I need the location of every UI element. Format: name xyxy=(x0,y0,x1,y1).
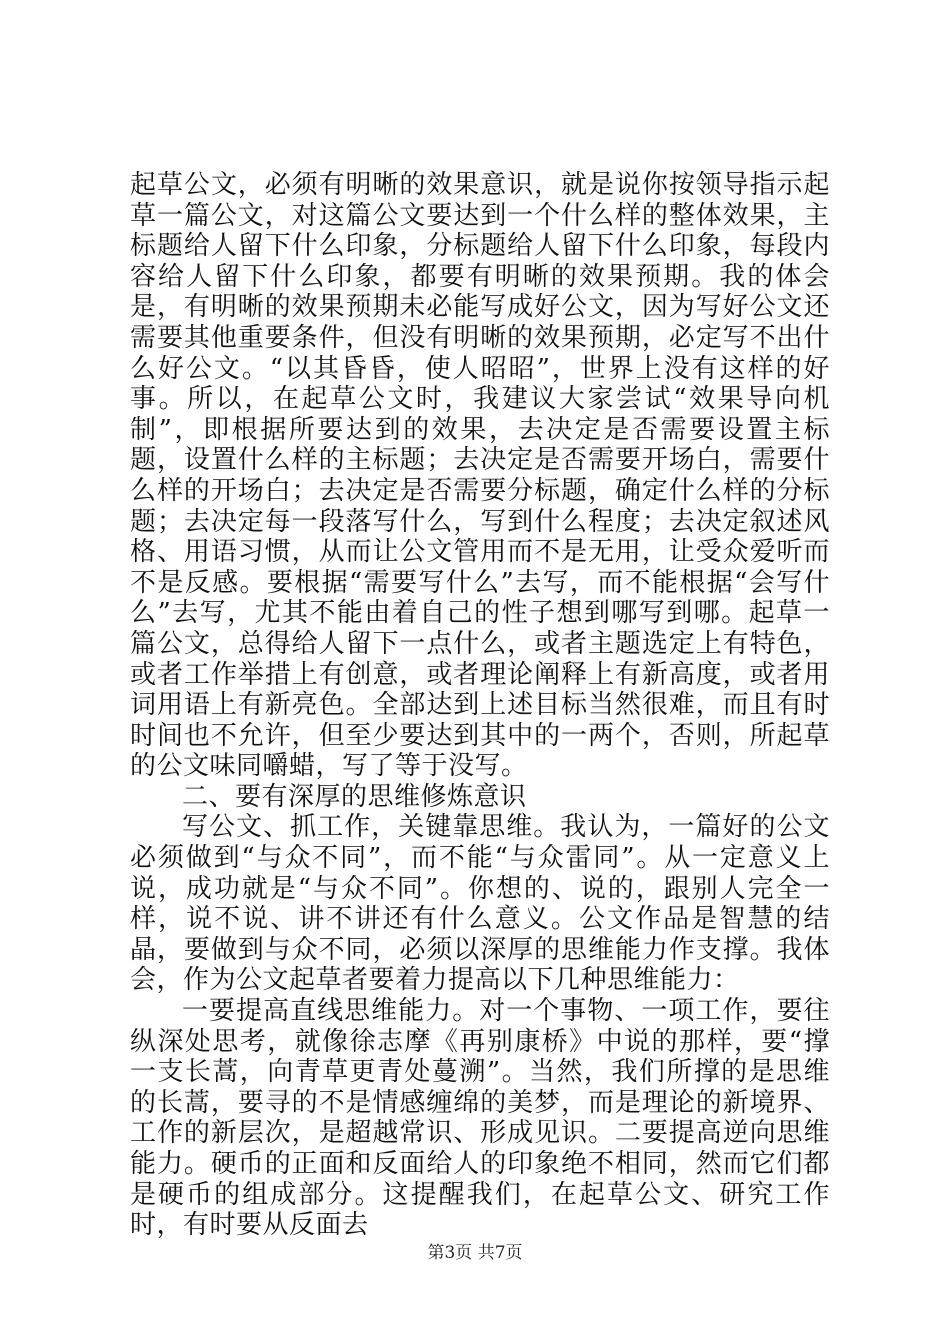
paragraph-thinking-abilities: 一要提高直线思维能力。对一个事物、一项工作，要往纵深处思考，就像徐志摩《再别康桥》中说的那样，要“撑一支长蒿，向青草更青处蔓溯”。当然，我们所撑的是思维的长蒿，要寻的不是情感缠绵的美梦，而是理论的新境界、工作的新层次，是超越常识、形成见识。二要提高逆向思维能力。硬币的正面和反面给人的印象绝不相同，然而它们都是硬币的组成部分。这提醒我们，在起草公文、研究工作时，有时要从反面去 xyxy=(130,996,830,1241)
page-number-footer: 第3页 共7页 xyxy=(427,1243,523,1263)
paragraph-effect-awareness: 起草公文，必须有明晰的效果意识，就是说你按领导指示起草一篇公文，对这篇公文要达到一个什么样的整体效果，主标题给人留下什么印象，分标题给人留下什么印象，每段内容给人留下什么印象，都要有明晰的效果预期。我的体会是，有明晰的效果预期未必能写成好公文，因为写好公文还需要其他重要条件，但没有明晰的效果预期，必定写不出什么好公文。“以其昏昏，使人昭昭”，世界上没有这样的好事。所以，在起草公文时，我建议大家尝试“效果导向机制”，即根据所要达到的效果，去决定是否需要设置主标题，设置什么样的主标题；去决定是否需要开场白，需要什么样的开场白；去决定是否需要分标题，确定什么样的分标题；去决定每一段落写什么，写到什么程度；去决定叙述风格、用语习惯，从而让公文管用而不是无用，让受众爱听而不是反感。要根据“需要写什么”去写，而不能根据“会写什么”去写，尤其不能由着自己的性子想到哪写到哪。起草一篇公文，总得给人留下一点什么，或者主题选定上有特色，或者工作举措上有创意，或者理论阐释上有新高度，或者用词用语上有新亮色。全部达到上述目标当然很难，而且有时时间也不允许，但至少要达到其中的一两个，否则，所起草的公文味同嚼蜡，写了等于没写。 xyxy=(130,170,830,782)
section-heading-thinking: 二、要有深厚的思维修炼意识 xyxy=(182,781,527,812)
paragraph-thinking-intro: 写公文、抓工作，关键靠思维。我认为，一篇好的公文必须做到“与众不同”，而不能“与众雷同”。从一定意义上说，成功就是“与众不同”。你想的、说的，跟别人完全一样，说不说、讲不讲还有什么意义。公文作品是智慧的结晶，要做到与众不同，必须以深厚的思维能力作支撑。我体会，作为公文起草者要着力提高以下几种思维能力： xyxy=(130,812,830,996)
document-body xyxy=(130,170,830,1241)
